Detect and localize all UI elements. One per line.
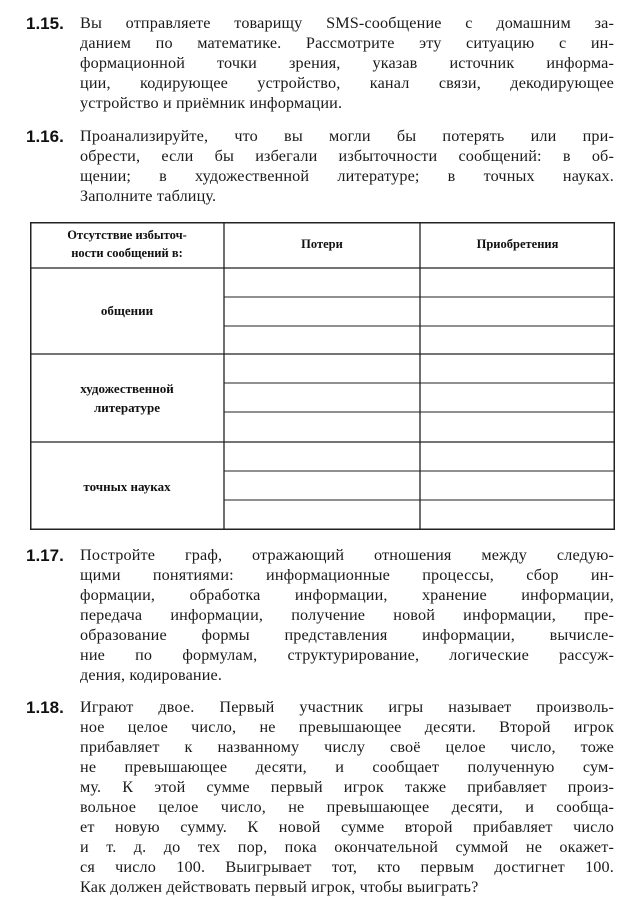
task-text-line: данием по математике. Рассмотрите эту ситуацию с ин- [80,34,614,52]
task-text-line: Вы отправляете товарищу SMS-сообщение с домашним за- [80,14,614,32]
task-number: 1.17. [26,546,64,565]
task-text-line: щими понятиями: информационные процессы, сбор ин- [80,566,614,584]
task-text-line: формации, обработка информации, хранение информации, [80,586,614,604]
task-text-line: и т. д. до тех пор, пока окончательной суммой не окажет- [80,838,614,856]
task-number: 1.15. [26,14,64,33]
task-text-line: образование формы представления информации, вычисле- [80,626,614,644]
task-number: 1.18. [26,698,64,717]
table-row-label-exact-sciences [30,477,224,496]
task-text-line: прибавляет к названному числу своё целое число, тоже [80,738,614,756]
table-row-label-fiction [30,379,224,417]
task-text-line: ное целое число, не превышающее десяти. Второй игрок [80,718,614,736]
task-text-line: дения, кодирование. [80,666,223,684]
row-label-line: общении [100,303,154,318]
task-text-line: ет новую сумму. К новой сумме второй прибавляет число [80,818,614,836]
table-header-losses: Потери [301,237,343,251]
task-text-line: ся число 100. Выигрывает тот, кто первым достигнет 100. [80,858,614,876]
task-text-line: не превышающее десяти, и сообщает полученную сум- [80,758,614,776]
row-label-line: точных науках [83,479,171,494]
table-row-label-communication [30,301,224,320]
task-text-line: формационной точки зрения, указав источник информа- [80,54,614,72]
task-text-line: щении; в художественной литературе; в точных науках. [80,167,614,185]
task-text-line: вольное целое число, не превышающее десяти, и сообща- [80,798,614,816]
task-number: 1.16. [26,127,64,146]
answer-table [30,222,615,530]
task-text-line: ние по формулам, структурирование, логические рассуж- [80,646,614,664]
task-text-line: Заполните таблицу. [80,187,217,205]
table-header-absence-line1: Отсутствие избыточ- [67,228,187,242]
task-text-line: устройство и приёмник информации. [80,94,343,112]
task-text-line: обрести, если бы избегали избыточности сообщений: в об- [80,147,614,165]
task-text-line: передача информации, получение новой информации, пре- [80,606,614,624]
table-header-gains: Приобретения [476,237,559,251]
task-text-line: Постройте граф, отражающий отношения между следую- [80,546,614,564]
task-text-line: Проанализируйте, что вы могли бы потерять или при- [80,127,614,145]
row-label-line: литературе [93,400,161,415]
task-text-line: ции, кодирующее устройство, канал связи, декодирующее [80,74,614,92]
row-label-line: художественной [80,381,174,396]
task-text-line: му. К этой сумме первый игрок также прибавляет произ- [80,778,614,796]
table-header-absence [30,226,224,262]
table-header-absence-line2: ности сообщений в: [71,246,183,260]
task-text-line: Как должен действовать первый игрок, чтобы выиграть? [80,878,479,896]
task-text-line: Играют двое. Первый участник игры называет произволь- [80,698,614,716]
